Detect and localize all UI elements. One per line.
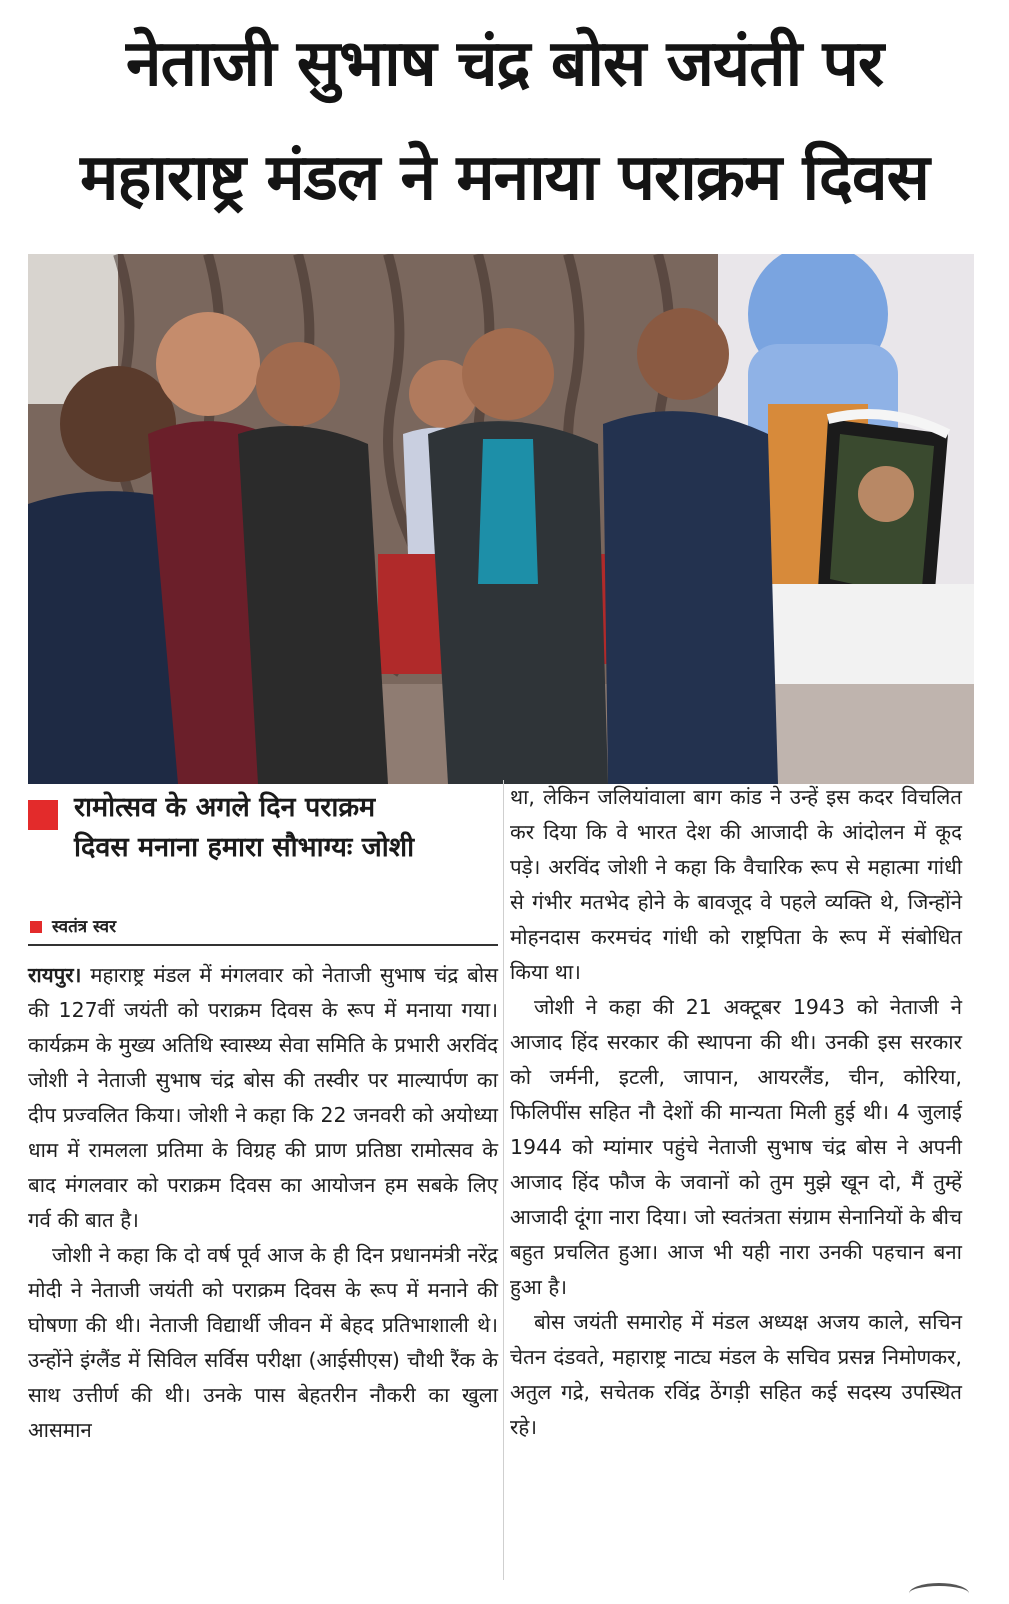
headline-line-2: महाराष्ट्र मंडल ने मनाया पराक्रम दिवस: [80, 141, 929, 215]
paragraph-text: महाराष्ट्र मंडल में मंगलवार को नेताजी सुभाष चंद्र बोस की 127वीं जयंती को पराक्रम दिवस के रूप में मनाया गया। कार्यक्रम के मुख्य अतिथि स्वास्थ्य सेवा समिति के प्रभारी अरविंद जोशी ने नेताजी सुभाष चंद्र बोस की तस्वीर पर माल्यार्पण का दीप प्रज्वलित किया। जोशी ने कहा कि 22 जनवरी को अयोध्या धाम में रामलला प्रतिमा के विग्रह की प्राण प्रतिष्ठा रामोत्सव के बाद मंगलवार को पराक्रम दिवस का आयोजन हम सबके लिए गर्व की बात है।: [28, 963, 498, 1232]
byline-bullet: [30, 921, 42, 933]
byline-divider: [28, 944, 498, 946]
subheadline-line-1: रामोत्सव के अगले दिन पराक्रम: [74, 792, 376, 823]
paragraph: था, लेकिन जलियांवाला बाग कांड ने उन्हें इस कदर विचलित कर दिया कि वे भारत देश की आजादी के आंदोलन में कूद पड़े। अरविंद जोशी ने कहा कि वैचारिक रूप से महात्मा गांधी से गंभीर मतभेद होने के बावजूद वे पहले व्यक्ति थे, जिन्होंने मोहनदास करमचंद गांधी को राष्ट्रपिता के रूप में संबोधित किया था।: [510, 785, 962, 984]
paragraph: जोशी ने कहा की 21 अक्टूबर 1943 को नेताजी ने आजाद हिंद सरकार की स्थापना की थी। उनकी इस सरकार को जर्मनी, इटली, जापान, आयरलैंड, चीन, कोरिया, फिलिपींस सहित नौ देशों की मान्यता मिली हुई थी। 4 जुलाई 1944 को म्यांमार पहुंचे नेताजी सुभाष चंद्र बोस ने अपनी आजाद हिंद फौज के जवानों को तुम मुझे खून दो, मैं तुम्हें आजादी दूंगा नारा दिया। जो स्वतंत्रता संग्राम सेनानियों के बीच बहुत प्रचलित हुआ। आज भी यही नारा उनकी पहचान बना हुआ है।: [510, 995, 962, 1299]
headline-line-1: नेताजी सुभाष चंद्र बोस जयंती पर: [125, 27, 884, 101]
article-right-column: [510, 780, 962, 1445]
dateline: रायपुर।: [28, 963, 82, 987]
page-corner-arc: [909, 1583, 969, 1604]
news-photo: [28, 254, 974, 784]
byline: [30, 916, 116, 938]
photo-illustration: [28, 254, 974, 784]
paragraph: जोशी ने कहा कि दो वर्ष पूर्व आज के ही दिन प्रधानमंत्री नरेंद्र मोदी ने नेताजी जयंती को पराक्रम दिवस के रूप में मनाने की घोषणा की थी। नेताजी विद्यार्थी जीवन में बेहद प्रतिभाशाली थे। उन्होंने इंग्लैंड में सिविल सर्विस परीक्षा (आईसीएस) चौथी रैंक के साथ उत्तीर्ण की थी। उनके पास बेहतरीन नौकरी का खुला आसमान: [28, 1243, 498, 1442]
paragraph: बोस जयंती समारोह में मंडल अध्यक्ष अजय काले, सचिन चेतन दंडवते, महाराष्ट्र नाट्य मंडल के सचिव प्रसन्न निमोणकर, अतुल गद्रे, सचेतक रविंद्र ठेंगड़ी सहित कई सदस्य उपस्थित रहे।: [510, 1310, 962, 1439]
red-square-bullet: [28, 800, 58, 830]
subheadline-line-2: दिवस मनाना हमारा सौभाग्यः जोशी: [74, 832, 415, 863]
article-left-column: [28, 958, 498, 1448]
paragraph: [28, 958, 498, 1238]
column-divider: [503, 780, 504, 1580]
byline-text: स्वतंत्र स्वर: [52, 917, 117, 937]
